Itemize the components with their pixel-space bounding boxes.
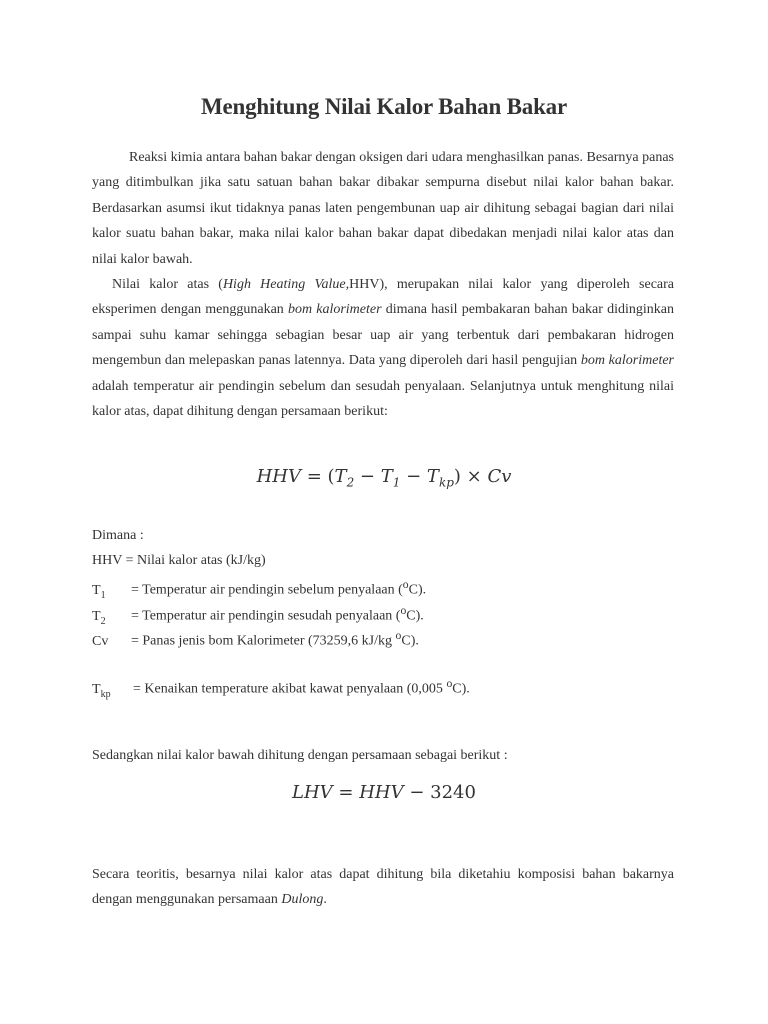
eq-constant: − 3240 — [403, 782, 476, 803]
italic-term: Dulong — [281, 892, 324, 908]
eq-t2: T — [334, 466, 347, 487]
dulong-paragraph: Secara teoritis, besarnya nilai kalor atas dapat dihitung bila diketahiu komposisi bahan bakarnya dengan menggunakan persamaan Dulong. — [92, 867, 674, 908]
italic-term: bom kalorimeter — [287, 302, 382, 318]
italic-term: bom kalorimeter — [580, 353, 674, 369]
eq-hhv: HHV — [359, 782, 404, 803]
eq-operator: − — [354, 466, 381, 487]
hhv-paragraph — [92, 272, 674, 424]
symbol: $T_1$ — [92, 582, 106, 601]
eq-t1-sub: 1 — [392, 475, 401, 490]
eq-operator: − — [400, 466, 427, 487]
hhv-equation — [0, 466, 768, 490]
eq-t2-sub: 2 — [346, 475, 355, 490]
symbol: $T_2$ — [92, 608, 106, 627]
italic-term: High Heating Value, — [222, 277, 350, 292]
eq-t1: T — [380, 466, 393, 487]
def-tkp: $T_{kp}$ = Kenaikan temperature akibat kawat penyalaan (0,005 $^o$C). — [92, 677, 470, 700]
def-hhv: HHV = Nilai kalor atas (kJ/kg) — [92, 553, 266, 568]
def-cv: Cv = Panas jenis bom Kalorimeter (73259,6 kJ/kg $^o$C). — [92, 629, 419, 649]
eq-operator: = — [332, 782, 360, 803]
lhv-intro: Sedangkan nilai kalor bawah dihitung dengan persamaan sebagai berikut : — [92, 748, 508, 763]
symbol: $T_{kp}$ — [92, 681, 111, 700]
eq-tkp-sub: kp — [438, 475, 454, 490]
def-t1: $T_1$ = Temperatur air pendingin sebelum penyalaan ($^o$C). — [92, 578, 427, 601]
text-segment: dimana hasil pembakaran bahan bakar didinginkan sampai suhu kamar sehingga sebagian besar uap air yang terbentuk dari pembakaran hidrogen mengembun dan melepaskan panas latennya. Data yang diperoleh dari hasil pengujian — [92, 302, 674, 369]
def-t2: $T_2$ = Temperatur air pendingin sesudah penyalaan ($^o$C). — [92, 604, 424, 627]
degree-mark: o — [402, 578, 409, 591]
eq-tkp: T — [426, 466, 439, 487]
lhv-equation — [0, 782, 768, 803]
definitions-header: Dimana : — [92, 528, 144, 543]
page-title: Menghitung Nilai Kalor Bahan Bakar — [201, 94, 567, 119]
eq-lhv: LHV — [292, 782, 333, 803]
text-segment: Nilai kalor atas ( — [112, 277, 223, 292]
text-segment: adalah temperatur air pendingin sebelum dan sesudah penyalaan. Selanjutnya untuk menghitung nilai kalor atas, dapat dihitung dengan persamaan berikut: — [92, 378, 674, 420]
eq-operator: ) × — [453, 466, 488, 487]
degree-mark: o — [400, 604, 407, 617]
text-segment: HHV), merupakan nilai kalor yang diperoleh secara eksperimen dengan menggunakan — [92, 277, 674, 318]
eq-cv: Cv — [487, 466, 512, 487]
degree-mark: o — [395, 629, 402, 642]
symbol: Cv — [92, 633, 109, 649]
eq-operator: = ( — [300, 466, 335, 487]
degree-mark: o — [446, 677, 453, 690]
intro-paragraph: Reaksi kimia antara bahan bakar dengan oksigen dari udara menghasilkan panas. Besarnya panas yang ditimbulkan jika satu satuan bahan bakar dibakar sempurna disebut nilai kalor bahan bakar. Berdasarkan asumsi ikut tidaknya panas laten pengembunan uap air dihitung sebagai bagian dari nilai kalor suatu bahan bakar, maka nilai kalor bahan bakar dapat dibedakan menjadi nilai kalor atas dan nilai kalor bawah. — [92, 150, 674, 267]
eq-hhv: HHV — [256, 466, 301, 487]
